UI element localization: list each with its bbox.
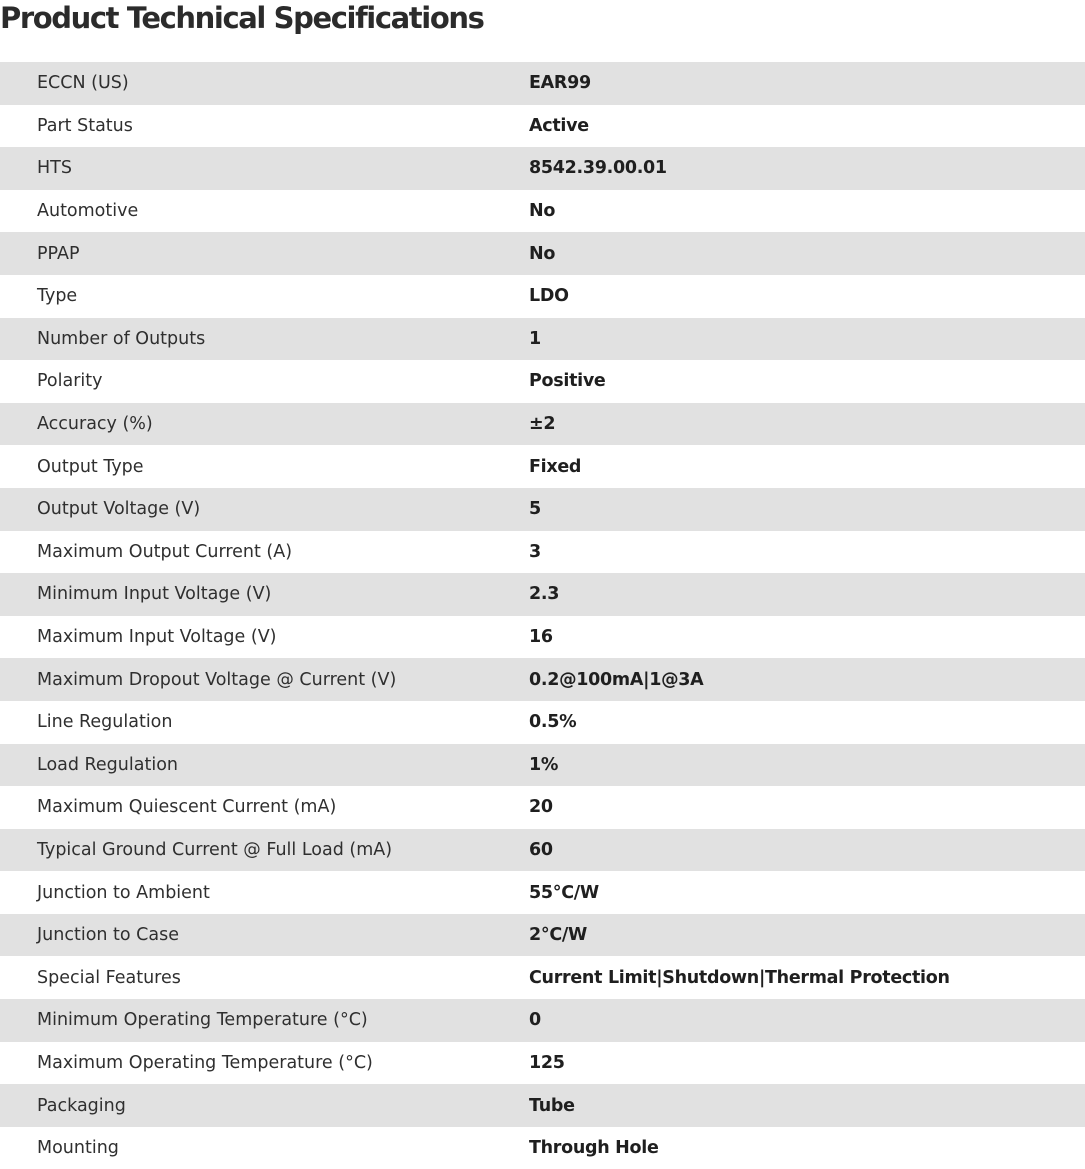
spec-row-min-operating-temp	[0, 999, 1085, 1042]
spec-row-max-operating-temp	[0, 1042, 1085, 1085]
spec-label: Polarity	[37, 371, 103, 392]
spec-row-polarity	[0, 360, 1085, 403]
spec-row-packaging	[0, 1084, 1085, 1127]
spec-label: Load Regulation	[37, 754, 178, 775]
spec-row-type	[0, 275, 1085, 318]
spec-value: 16	[529, 627, 553, 648]
spec-label: Part Status	[37, 115, 133, 136]
spec-value: No	[529, 201, 556, 222]
spec-row-min-input-voltage	[0, 573, 1085, 616]
spec-table-body	[0, 62, 1085, 1169]
spec-value: Positive	[529, 371, 606, 392]
spec-label: Junction to Case	[37, 925, 180, 946]
spec-row-automotive	[0, 190, 1085, 233]
spec-value: ±2	[529, 414, 556, 435]
spec-row-max-input-voltage	[0, 616, 1085, 659]
spec-label: PPAP	[37, 243, 80, 264]
spec-value: Current Limit|Shutdown|Thermal Protection	[529, 967, 950, 988]
spec-label: Maximum Dropout Voltage @ Current (V)	[37, 669, 397, 690]
spec-row-max-dropout-voltage	[0, 658, 1085, 701]
spec-row-junction-to-case	[0, 914, 1085, 957]
spec-label: Maximum Input Voltage (V)	[37, 627, 277, 648]
spec-row-hts	[0, 147, 1085, 190]
spec-value: 0	[529, 1010, 541, 1031]
spec-row-special-features	[0, 956, 1085, 999]
spec-row-typical-ground-current	[0, 829, 1085, 872]
spec-value: Active	[529, 115, 589, 136]
spec-value: 0.5%	[529, 712, 577, 733]
page-title: Product Technical Specifications	[0, 1, 484, 35]
spec-value: 2.3	[529, 584, 560, 605]
spec-row-junction-to-ambient	[0, 871, 1085, 914]
spec-label: Output Voltage (V)	[37, 499, 201, 520]
spec-label: Minimum Operating Temperature (°C)	[37, 1010, 368, 1031]
spec-row-output-voltage	[0, 488, 1085, 531]
spec-label: Junction to Ambient	[37, 882, 210, 903]
spec-label: Maximum Quiescent Current (mA)	[37, 797, 337, 818]
spec-value: No	[529, 243, 556, 264]
spec-row-line-regulation	[0, 701, 1085, 744]
spec-label: Maximum Output Current (A)	[37, 541, 293, 562]
spec-row-ppap	[0, 232, 1085, 275]
spec-value: 0.2@100mA|1@3A	[529, 669, 704, 690]
spec-row-accuracy	[0, 403, 1085, 446]
spec-label: Maximum Operating Temperature (°C)	[37, 1052, 373, 1073]
spec-table	[0, 62, 1085, 1169]
spec-label: Line Regulation	[37, 712, 173, 733]
spec-value: 125	[529, 1052, 565, 1073]
spec-label: Minimum Input Voltage (V)	[37, 584, 272, 605]
spec-row-output-type	[0, 445, 1085, 488]
spec-row-eccn	[0, 62, 1085, 105]
spec-label: Number of Outputs	[37, 328, 206, 349]
spec-value: 20	[529, 797, 553, 818]
spec-value: 60	[529, 839, 553, 860]
spec-value: 1	[529, 328, 541, 349]
spec-label: Type	[37, 286, 78, 307]
spec-value: 3	[529, 541, 541, 562]
spec-label: Accuracy (%)	[37, 414, 153, 435]
spec-value: 2°C/W	[529, 925, 587, 946]
spec-row-part-status	[0, 105, 1085, 148]
spec-row-mounting	[0, 1127, 1085, 1169]
spec-row-max-quiescent-current	[0, 786, 1085, 829]
spec-label: Output Type	[37, 456, 144, 477]
spec-value: 1%	[529, 754, 559, 775]
spec-label: HTS	[37, 158, 72, 179]
spec-label: ECCN (US)	[37, 73, 129, 94]
spec-row-max-output-current	[0, 531, 1085, 574]
spec-value: Through Hole	[529, 1138, 659, 1159]
spec-value: LDO	[529, 286, 569, 307]
spec-value: 55°C/W	[529, 882, 599, 903]
spec-label: Mounting	[37, 1138, 119, 1159]
spec-value: 8542.39.00.01	[529, 158, 667, 179]
spec-row-number-of-outputs	[0, 318, 1085, 361]
spec-row-load-regulation	[0, 744, 1085, 787]
spec-label: Special Features	[37, 967, 181, 988]
spec-value: 5	[529, 499, 541, 520]
spec-value: EAR99	[529, 73, 591, 94]
spec-value: Fixed	[529, 456, 582, 477]
spec-label: Typical Ground Current @ Full Load (mA)	[37, 839, 393, 860]
spec-value: Tube	[529, 1095, 575, 1116]
spec-label: Automotive	[37, 201, 139, 222]
spec-label: Packaging	[37, 1095, 126, 1116]
